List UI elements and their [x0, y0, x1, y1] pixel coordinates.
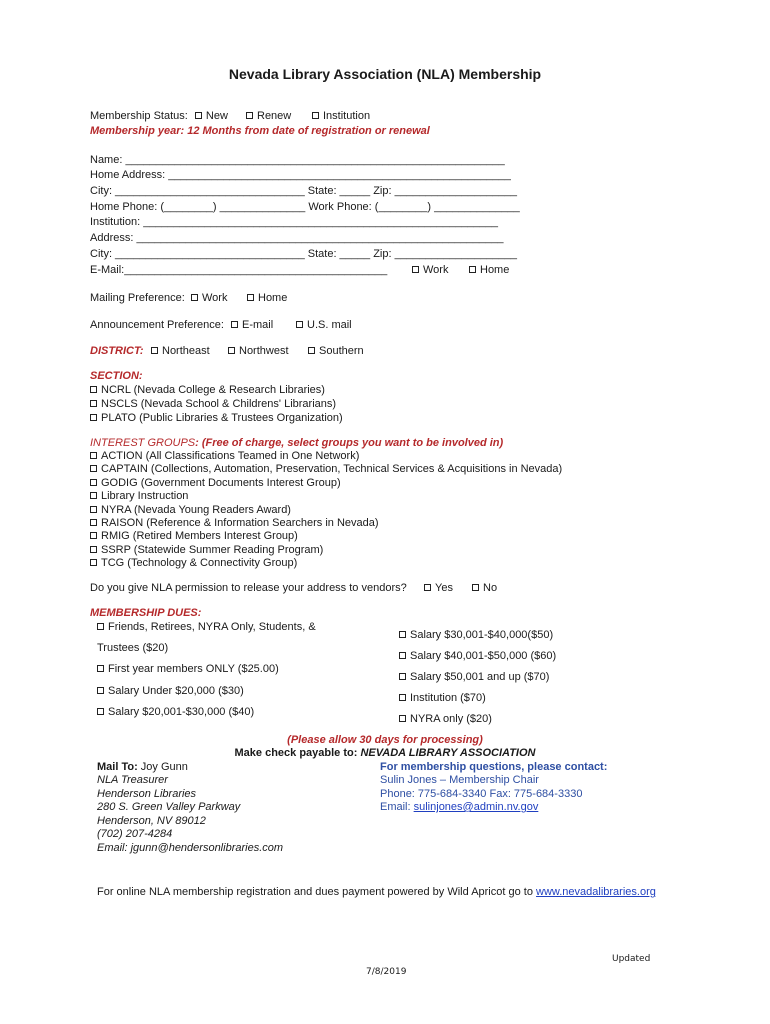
contact-email-line [380, 800, 538, 814]
interest-action-checkbox[interactable]: ACTION (All Classifications Teamed in One Network) [90, 449, 359, 463]
mailing-work-checkbox[interactable]: Work [191, 291, 227, 305]
interest-godig-checkbox[interactable]: GODIG (Government Documents Interest Group) [90, 476, 341, 490]
contact-phone: Phone: 775-684-3340 Fax: 775-684-3330 [380, 788, 583, 800]
mail-to-line-1: NLA Treasurer [97, 774, 168, 786]
interest-rmig-checkbox[interactable]: RMIG (Retired Members Interest Group) [90, 529, 298, 543]
interest-groups-heading [90, 436, 503, 450]
membership-dues-label: MEMBERSHIP DUES: [90, 607, 202, 619]
dues-salary-20k-30k-checkbox[interactable]: Salary $20,001-$30,000 ($40) [97, 705, 254, 719]
nevada-libraries-link[interactable]: www.nevadalibraries.org [536, 886, 656, 898]
mailing-preference-label: Mailing Preference: [90, 292, 185, 304]
membership-status-row [90, 109, 371, 123]
contact-label: For membership questions, please contact: [380, 761, 608, 773]
permission-no-checkbox[interactable]: No [472, 581, 497, 595]
phone-fields[interactable]: Home Phone: (________) ______________ Work Phone: (________) ______________ [90, 201, 520, 213]
interest-captain-checkbox[interactable]: CAPTAIN (Collections, Automation, Preservation, Technical Services & Acquisitions in Nevada) [90, 462, 562, 476]
payable-label: Make check payable to: [234, 747, 361, 759]
online-registration-line [97, 885, 656, 899]
section-plato-checkbox[interactable]: PLATO (Public Libraries & Trustees Organization) [90, 411, 343, 425]
city-state-zip-field[interactable]: City: _______________________________ State: _____ Zip: ____________________ [90, 185, 517, 197]
section-nscls-checkbox[interactable]: NSCLS (Nevada School & Childrens' Librarians) [90, 397, 336, 411]
online-registration-text: For online NLA membership registration and dues payment powered by Wild Apricot go to [97, 886, 537, 898]
name-field[interactable]: Name: ______________________________________________________________ [90, 154, 505, 166]
updated-label: Updated [612, 954, 651, 964]
dues-salary-30k-40k-checkbox[interactable]: Salary $30,001-$40,000($50) [399, 628, 553, 642]
status-new-checkbox[interactable]: New [195, 110, 228, 122]
membership-status-label: Membership Status: [90, 110, 188, 122]
dues-salary-40k-50k-checkbox[interactable]: Salary $40,001-$50,000 ($60) [399, 649, 556, 663]
email-home-checkbox[interactable]: Home [469, 263, 509, 277]
dues-salary-50k-up-checkbox[interactable]: Salary $50,001 and up ($70) [399, 670, 549, 684]
page-title: Nevada Library Association (NLA) Membership [228, 66, 542, 82]
announcement-email-checkbox[interactable]: E-mail [231, 318, 273, 332]
interest-groups-note: : (Free of charge, select groups you want to be involved in) [195, 437, 504, 449]
contact-email-label: Email: [380, 801, 414, 813]
status-institution-checkbox[interactable]: Institution [312, 109, 370, 123]
mail-to-label: Mail To: [97, 761, 138, 773]
mail-to-line-4: Henderson, NV 89012 [97, 815, 206, 827]
payable-line [0, 746, 770, 760]
permission-yes-checkbox[interactable]: Yes [424, 581, 453, 595]
mail-to-line [97, 760, 188, 774]
status-renew-checkbox[interactable]: Renew [246, 109, 291, 123]
interest-nyra-checkbox[interactable]: NYRA (Nevada Young Readers Award) [90, 503, 291, 517]
announcement-usmail-checkbox[interactable]: U.S. mail [296, 318, 352, 332]
district-label: DISTRICT: [90, 345, 144, 357]
contact-name: Sulin Jones – Membership Chair [380, 774, 539, 786]
dues-nyra-checkbox[interactable]: NYRA only ($20) [399, 712, 492, 726]
mail-to-line-2: Henderson Libraries [97, 788, 197, 800]
section-label: SECTION: [90, 370, 143, 382]
vendor-permission-question: Do you give NLA permission to release your address to vendors? [90, 582, 407, 594]
dues-first-year-checkbox[interactable]: First year members ONLY ($25.00) [97, 662, 279, 676]
mail-to-line-3: 280 S. Green Valley Parkway [97, 801, 241, 813]
email-field[interactable]: E-Mail:___________________________________________ [90, 264, 388, 276]
contact-email-link[interactable]: sulinjones@admin.nv.gov [413, 801, 539, 813]
interest-raison-checkbox[interactable]: RAISON (Reference & Information Searchers in Nevada) [90, 516, 379, 530]
mail-to-name: Joy Gunn [137, 761, 188, 773]
district-northwest-checkbox[interactable]: Northwest [228, 344, 289, 358]
interest-library-instruction-checkbox[interactable]: Library Instruction [90, 489, 188, 503]
address-field[interactable]: Address: ____________________________________________________________ [90, 232, 504, 244]
district-northeast-checkbox[interactable]: Northeast [151, 344, 210, 358]
email-work-checkbox[interactable]: Work [412, 263, 448, 277]
announcement-preference-label: Announcement Preference: [90, 319, 224, 331]
home-address-field[interactable]: Home Address: ________________________________________________________ [90, 169, 511, 181]
city-state-zip-field-2[interactable]: City: _______________________________ State: _____ Zip: ____________________ [90, 248, 517, 260]
dues-friends-continued: Trustees ($20) [97, 642, 169, 654]
mailing-home-checkbox[interactable]: Home [247, 291, 287, 305]
processing-note: (Please allow 30 days for processing) [287, 734, 483, 746]
dues-salary-under-20k-checkbox[interactable]: Salary Under $20,000 ($30) [97, 684, 244, 698]
section-ncrl-checkbox[interactable]: NCRL (Nevada College & Research Libraries) [90, 383, 325, 397]
mail-to-line-5: (702) 207-4284 [97, 828, 173, 840]
dues-institution-checkbox[interactable]: Institution ($70) [399, 691, 486, 705]
institution-field[interactable]: Institution: __________________________________________________________ [90, 216, 499, 228]
interest-ssrp-checkbox[interactable]: SSRP (Statewide Summer Reading Program) [90, 543, 323, 557]
district-southern-checkbox[interactable]: Southern [308, 344, 364, 358]
updated-date: 7/8/2019 [366, 967, 407, 977]
membership-year-note: Membership year: 12 Months from date of registration or renewal [90, 125, 430, 137]
mail-to-line-6: Email: jgunn@hendersonlibraries.com [97, 842, 284, 854]
payable-value: NEVADA LIBRARY ASSOCIATION [360, 747, 536, 759]
interest-tcg-checkbox[interactable]: TCG (Technology & Connectivity Group) [90, 556, 297, 570]
dues-friends-checkbox[interactable]: Friends, Retirees, NYRA Only, Students, & [97, 620, 316, 634]
interest-groups-label: INTEREST GROUPS [90, 437, 196, 449]
